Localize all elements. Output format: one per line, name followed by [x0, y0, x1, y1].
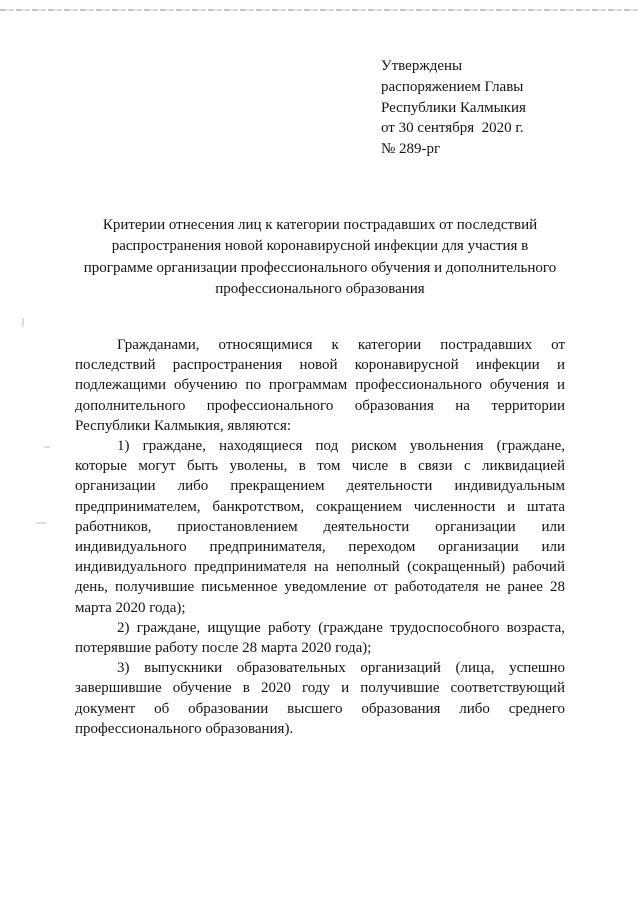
list-item-line: марта 2020 года); — [75, 599, 186, 616]
list-item-3 — [75, 658, 565, 739]
list-item-line: 2) граждане, ищущие работу (граждане трудоспособного возраста, — [117, 619, 565, 636]
list-item-line: 1) граждане, находящиеся под риском увольнения (граждане, — [117, 438, 565, 455]
list-item-line: которые могут быть уволены, в том числе в связи с ликвидацией — [75, 458, 565, 475]
approval-date-line: от 30 сентября 2020 г. — [381, 120, 524, 137]
approval-block — [381, 56, 526, 160]
list-item-line: работников, приостановлением деятельности организации или — [75, 518, 565, 535]
list-item-line: потерявшие работу после 28 марта 2020 года); — [75, 640, 372, 657]
title-line: Критерии отнесения лиц к категории пострадавших от последствий — [102, 217, 538, 233]
list-item-line: профессионального образования). — [75, 720, 294, 737]
intro-line: Республики Калмыкия, являются: — [75, 417, 292, 434]
scan-artifact-top-edge — [0, 9, 640, 11]
list-item-line: индивидуального предпринимателя, переходом организации или — [75, 539, 565, 556]
document-title — [60, 215, 580, 300]
approval-line: распоряжением Главы — [381, 78, 524, 95]
list-item-line: завершившие обучение в 2020 году и получившие соответствующий — [75, 680, 565, 697]
scan-artifact-speck — [36, 522, 46, 524]
document-body — [75, 335, 565, 739]
intro-line: Гражданами, относящимися к категории пострадавших от — [117, 337, 565, 353]
title-line: распространения новой коронавирусной инфекции для участия в — [111, 238, 529, 255]
approval-line: Утверждены — [381, 58, 463, 74]
list-item-2 — [75, 618, 565, 658]
list-item-1 — [75, 436, 565, 618]
title-line: профессионального образования — [215, 280, 425, 297]
list-item-line: документ об образовании высшего образования либо среднего — [75, 700, 565, 717]
approval-number-line: № 289-рг — [381, 141, 441, 158]
list-item-line: 3) выпускники образовательных организаций (лица, успешно — [117, 660, 565, 677]
intro-paragraph — [75, 335, 565, 436]
list-item-line: предпринимателем, банкротством, сокращением численности и штата — [75, 498, 565, 515]
scan-artifact-speck — [44, 446, 50, 448]
intro-line: подлежащими обучению по программам профессионального обучения и — [75, 377, 565, 394]
intro-line: последствий распространения новой коронавирусной инфекции и — [75, 357, 565, 374]
intro-line: дополнительного профессионального образования на территории — [75, 397, 565, 414]
title-line: программе организации профессионального обучения и дополнительного — [83, 259, 557, 276]
list-item-line: день, получившие письменное уведомление от работодателя не ранее 28 — [75, 579, 565, 596]
scan-artifact-speck — [22, 318, 24, 327]
list-item-line: индивидуального предпринимателя на неполный (сокращенный) рабочий — [75, 559, 565, 576]
approval-line: Республики Калмыкия — [381, 99, 526, 116]
list-item-line: организации либо прекращением деятельности индивидуальным — [75, 478, 565, 495]
